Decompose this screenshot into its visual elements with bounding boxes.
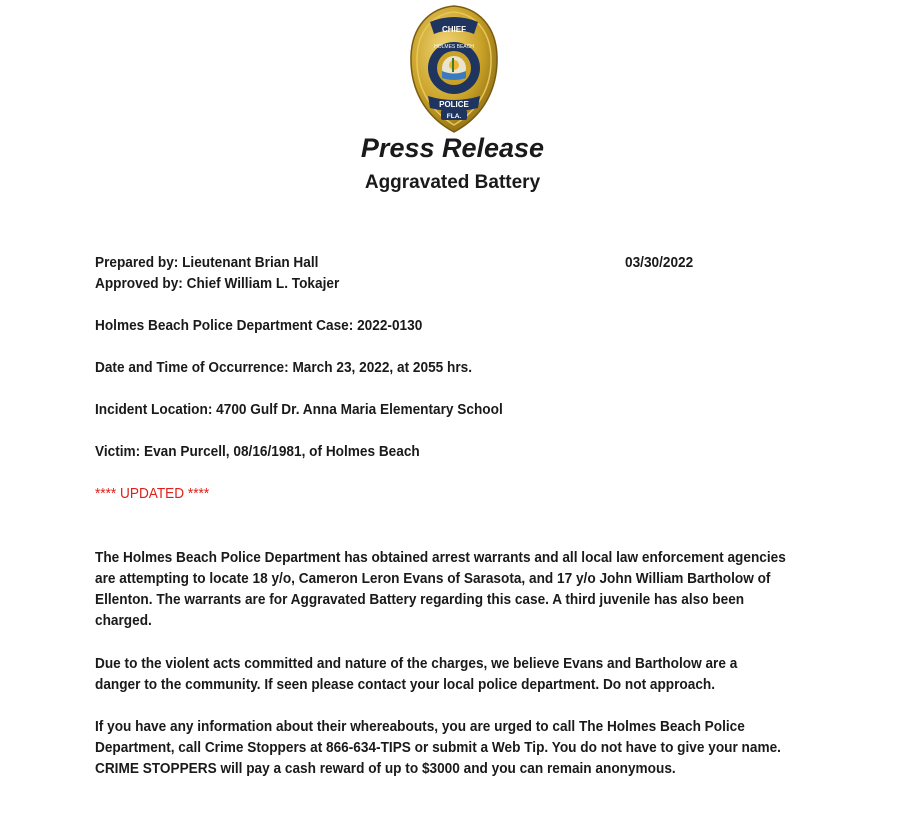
svg-text:CHIEF: CHIEF — [442, 25, 466, 34]
approved-by: Approved by: Chief William L. Tokajer — [95, 276, 340, 292]
release-subtitle: Aggravated Battery — [364, 172, 541, 193]
police-badge-logo — [408, 4, 500, 134]
body-paragraph-tips: If you have any information about their whereabouts, you are urged to call The Holmes Beach Police Department, call Crime Stoppers at 866-634-TIPS or submit a Web Tip. You do not have to give your name. CRIME STOPPERS will pay a cash reward of up to $3000 and you can remain anonymous. — [95, 719, 781, 777]
incident-location: Incident Location: 4700 Gulf Dr. Anna Maria Elementary School — [95, 402, 503, 418]
updated-notice: **** UPDATED **** — [95, 486, 210, 502]
svg-text:FLA.: FLA. — [446, 113, 462, 120]
svg-text:POLICE: POLICE — [439, 100, 469, 109]
prepared-by: Prepared by: Lieutenant Brian Hall — [95, 255, 319, 271]
body-paragraph-danger: Due to the violent acts committed and nature of the charges, we believe Evans and Bartholow are a danger to the community. If seen please contact your local police department. Do not approach. — [95, 656, 738, 693]
occurrence-datetime: Date and Time of Occurrence: March 23, 2022, at 2055 hrs. — [95, 360, 473, 376]
victim-info: Victim: Evan Purcell, 08/16/1981, of Holmes Beach — [95, 444, 420, 460]
case-number: Holmes Beach Police Department Case: 2022-0130 — [95, 318, 423, 334]
release-date: 03/30/2022 — [625, 255, 694, 271]
svg-text:HOLMES BEACH: HOLMES BEACH — [434, 44, 474, 50]
body-paragraph-warrants: The Holmes Beach Police Department has obtained arrest warrants and all local law enforcement agencies are attempting to locate 18 y/o, Cameron Leron Evans of Sarasota, and 17 y/o John William Bartholow of Ellenton. The warrants are for Aggravated Battery regarding this case. A third juvenile has also been charged. — [95, 550, 786, 629]
page-title: Press Release — [360, 133, 545, 163]
